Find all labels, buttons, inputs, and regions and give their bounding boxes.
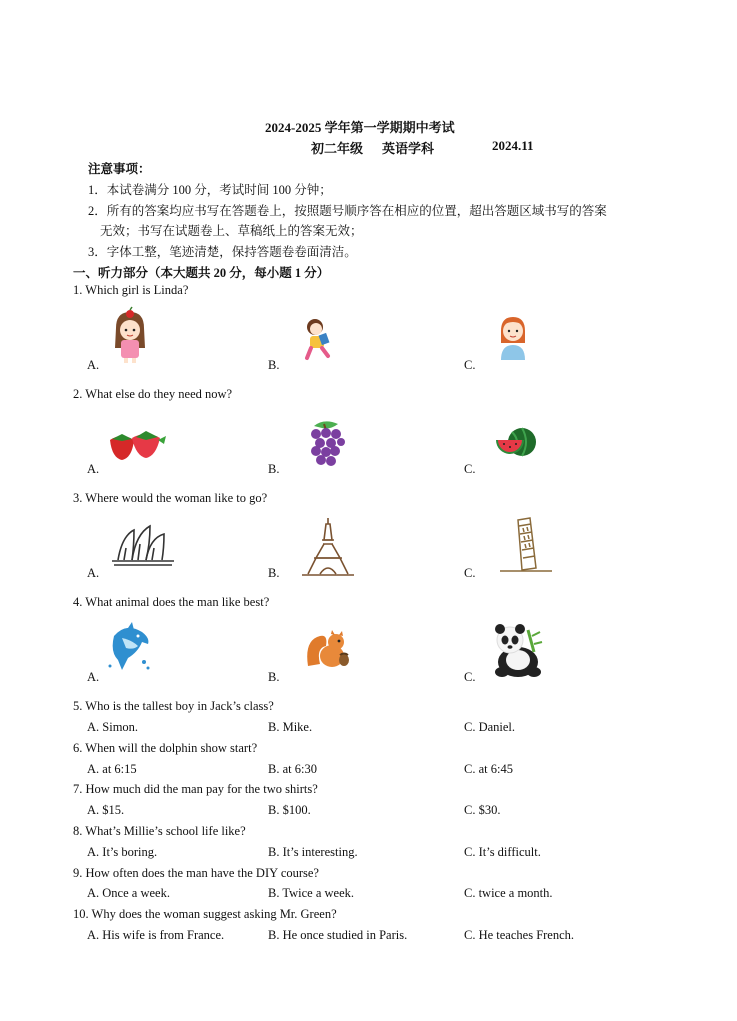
question-text: 4. What animal does the man like best? — [73, 595, 270, 609]
option-text: B. It’s interesting. — [268, 845, 358, 859]
option-text: B. at 6:30 — [268, 762, 317, 776]
option-text: B. He once studied in Paris. — [268, 928, 408, 942]
watermelon-icon — [494, 426, 538, 458]
option-label: A. — [87, 358, 100, 372]
note-item: 1．本试卷满分 100 分，考试时间 100 分钟； — [88, 183, 332, 197]
option-text: C. Daniel. — [464, 720, 516, 734]
option-text: A. Simon. — [87, 720, 139, 734]
note-item: 2．所有的答案均应书写在答题卷上，按照题号顺序答在相应的位置，超出答题区域书写的答案 — [88, 204, 607, 218]
option-text: A. It’s boring. — [87, 845, 158, 859]
option-label: C. — [464, 462, 476, 476]
option-label: B. — [268, 566, 280, 580]
girl-reading-icon — [302, 318, 336, 362]
option-label: A. — [87, 670, 100, 684]
leaning-tower-of-pisa-icon — [500, 516, 552, 572]
squirrel-icon — [306, 630, 352, 670]
girl-with-apple-hat-icon — [112, 308, 148, 364]
option-label: C. — [464, 566, 476, 580]
exam-date: 2024.11 — [492, 138, 534, 153]
question-text: 7. How much did the man pay for the two shirts? — [73, 782, 318, 796]
option-text: C. twice a month. — [464, 886, 553, 900]
option-label: B. — [268, 670, 280, 684]
question-text: 5. Who is the tallest boy in Jack’s class? — [73, 699, 274, 713]
option-label: A. — [87, 566, 100, 580]
eiffel-tower-icon — [302, 518, 354, 576]
option-text: A. Once a week. — [87, 886, 170, 900]
option-label: A. — [87, 462, 100, 476]
option-text: B. $100. — [268, 803, 311, 817]
question-text: 8. What’s Millie’s school life like? — [73, 824, 246, 838]
option-label: B. — [268, 462, 280, 476]
sydney-opera-house-icon — [112, 522, 176, 568]
option-text: C. $30. — [464, 803, 501, 817]
strawberries-icon — [106, 428, 168, 462]
dolphin-icon — [104, 622, 154, 674]
option-text: A. His wife is from France. — [87, 928, 225, 942]
option-text: C. He teaches French. — [464, 928, 575, 942]
option-text: C. at 6:45 — [464, 762, 513, 776]
note-item: 3．字体工整，笔迹清楚，保持答题卷卷面清洁。 — [88, 245, 357, 259]
exam-subject: 英语学科 — [382, 141, 435, 156]
question-text: 10. Why does the woman suggest asking Mr. Green? — [73, 907, 337, 921]
option-text: C. It’s difficult. — [464, 845, 541, 859]
question-text: 9. How often does the man have the DIY course? — [73, 866, 319, 880]
grapes-icon — [304, 418, 346, 468]
option-text: A. $15. — [87, 803, 125, 817]
note-item: 无效；书写在试题卷上、草稿纸上的答案无效； — [100, 224, 363, 238]
option-label: B. — [268, 358, 280, 372]
option-label: C. — [464, 670, 476, 684]
question-text: 1. Which girl is Linda? — [73, 283, 189, 297]
panda-icon — [488, 622, 546, 678]
question-text: 2. What else do they need now? — [73, 387, 233, 401]
question-text: 3. Where would the woman like to go? — [73, 491, 268, 505]
section-heading: 一、听力部分（本大题共 20 分，每小题 1 分） — [73, 266, 330, 280]
option-text: B. Mike. — [268, 720, 313, 734]
question-text: 6. When will the dolphin show start? — [73, 741, 258, 755]
exam-title: 2024-2025 学年第一学期期中考试 — [265, 120, 455, 135]
notes-heading: 注意事项： — [88, 162, 151, 176]
exam-grade: 初二年级 — [311, 141, 364, 156]
option-text: A. at 6:15 — [87, 762, 137, 776]
option-label: C. — [464, 358, 476, 372]
option-text: B. Twice a week. — [268, 886, 355, 900]
red-haired-girl-icon — [498, 315, 528, 361]
